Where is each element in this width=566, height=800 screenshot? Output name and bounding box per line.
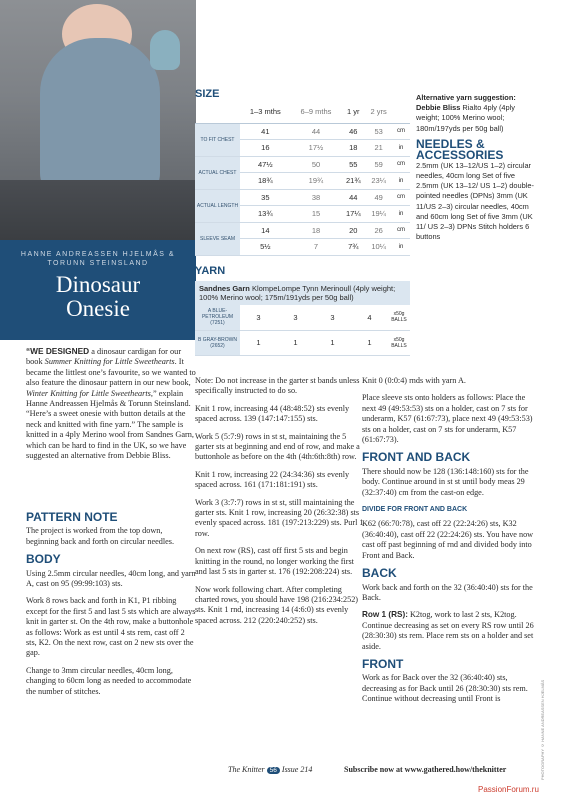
column-2 bbox=[195, 376, 365, 633]
front-heading: FRONT bbox=[362, 656, 404, 671]
size-cell: 18 bbox=[341, 140, 365, 157]
size-row bbox=[195, 222, 410, 239]
size-cell: 44 bbox=[341, 189, 365, 206]
page-footer bbox=[0, 764, 566, 780]
size-unit: cm bbox=[392, 156, 410, 173]
size-header-1: 1–3 mths bbox=[240, 101, 291, 123]
yarn-table bbox=[195, 305, 410, 356]
size-row-label: ACTUAL LENGTH bbox=[195, 189, 240, 222]
intro-text-1: a dinosaur cardigan for our book bbox=[26, 347, 182, 367]
title-block bbox=[0, 240, 196, 340]
intro-text-3: ,” explain Hanne Andreassen Hjelmås & Torunn Steinsland. “Here’s a sweet onesie with button details at the neck and knitted with fine yarn.” The sample is knitted in a 4ply Merino wool from Sandnes Garn, which can be hard to find in the UK, so we have suggested an alternative from Debbie Bliss. bbox=[26, 388, 194, 461]
divide-heading: DIVIDE FOR FRONT AND BACK bbox=[362, 506, 468, 514]
col3-paragraph-1: Knit 0 (0:0:4) rnds with yarn A. bbox=[362, 376, 466, 385]
column-1 bbox=[26, 512, 196, 704]
size-cell: 17½ bbox=[291, 140, 342, 157]
size-row bbox=[195, 123, 410, 140]
size-cell: 20 bbox=[341, 222, 365, 239]
photo-onesie bbox=[40, 38, 160, 203]
materials-sidebar bbox=[416, 93, 538, 242]
size-cell: 49 bbox=[365, 189, 392, 206]
pattern-note-text: The project is worked from the top down, beginning back and forth on circular needles. bbox=[26, 526, 175, 546]
size-cell: 18¾ bbox=[240, 173, 291, 190]
size-header-blank bbox=[195, 101, 240, 123]
size-row-label: TO FIT CHEST bbox=[195, 123, 240, 156]
yarn-cell: 1 bbox=[314, 330, 351, 355]
size-cell: 17¼ bbox=[341, 206, 365, 223]
size-cell: 53 bbox=[365, 123, 392, 140]
size-unit: cm bbox=[392, 189, 410, 206]
title-line-1: Dinosaur bbox=[55, 272, 141, 297]
alt-yarn-text bbox=[416, 103, 538, 134]
body-paragraph-1: Using 2.5mm circular needles, 40cm long, and yarn A, cast on 95 (99:99:103) sts. bbox=[26, 568, 196, 589]
footer-magazine bbox=[228, 765, 312, 774]
row1-paragraph bbox=[362, 610, 534, 652]
size-unit: in bbox=[392, 239, 410, 256]
size-header-unit bbox=[392, 101, 410, 123]
yarn-cell: 3 bbox=[240, 305, 277, 330]
baby-photo bbox=[0, 0, 196, 240]
col2-paragraph-6: On next row (RS), cast off first 5 sts and begin knitting in the round, no longer working the first and last 5 sts in garter st. 176 (192:208:224) sts. bbox=[195, 546, 354, 577]
size-cell: 23¼ bbox=[365, 173, 392, 190]
divide-text: K62 (66:70:78), cast off 22 (22:24:26) sts, K32 (36:40:40), cast off 22 (22:24:26) sts. You have now cast off past beginning of rnd and divided body into Front and Back. bbox=[362, 519, 534, 560]
size-table bbox=[195, 101, 410, 256]
size-cell: 46 bbox=[341, 123, 365, 140]
row1-text: K2tog, work to last 2 sts, K2tog. Continue decreasing as set on every RS row until 26 (28:30:30) sts rem. Place rem sts on a holder and set aside. bbox=[362, 610, 534, 651]
watermark: PassionForum.ru bbox=[478, 785, 539, 794]
size-unit: in bbox=[392, 206, 410, 223]
photo-credit: PHOTOGRAPHY © HANNE ANDREASSEN HJELMÅS bbox=[540, 679, 545, 780]
size-cell: 14 bbox=[240, 222, 291, 239]
size-row-label: SLEEVE SEAM bbox=[195, 222, 240, 255]
yarn-desc: KlompeLompe Tynn Merinoull (4ply weight; 100% Merino wool; 175m/191yds per 50g ball) bbox=[199, 284, 396, 302]
size-unit: cm bbox=[392, 222, 410, 239]
page-title bbox=[0, 273, 196, 321]
front-and-back-text: There should now be 128 (136:148:160) sts for the body. Continue around in st st until body meas 29 (32:37:40) cm from the cast-on edge. bbox=[362, 466, 529, 497]
size-row-label: ACTUAL CHEST bbox=[195, 156, 240, 189]
footer-issue: Issue 214 bbox=[281, 765, 313, 774]
col2-paragraph-4: Knit 1 row, increasing 22 (24:34:36) sts evenly spaced across. 161 (171:181:191) sts. bbox=[195, 469, 350, 490]
yarn-heading: YARN bbox=[195, 265, 226, 277]
size-cell: 5½ bbox=[240, 239, 291, 256]
alt-yarn-heading: Alternative yarn suggestion: bbox=[416, 93, 516, 102]
front-text: Work as for Back over the 32 (36:40:40) sts, decreasing as for Back until 26 (28:30:30) sts rem. Continue without decreasing until Front is bbox=[362, 673, 528, 704]
size-cell: 47½ bbox=[240, 156, 291, 173]
size-cell: 15 bbox=[291, 206, 342, 223]
yarn-row-label: B GRAY-BROWN (2652) bbox=[195, 330, 240, 355]
footer-page-number: 56 bbox=[267, 767, 280, 774]
back-heading: BACK bbox=[362, 566, 397, 581]
alt-yarn-desc: Rialto 4ply (4ply weight; 100% Merino wool; 180m/197yds per 50g ball) bbox=[416, 103, 515, 133]
size-cell: 13¾ bbox=[240, 206, 291, 223]
size-cell: 55 bbox=[341, 156, 365, 173]
intro-text bbox=[26, 346, 196, 461]
yarn-unit: x50g BALLS bbox=[388, 305, 410, 330]
yarn-cell: 1 bbox=[277, 330, 314, 355]
yarn-row-label: A BLUE-PETROLEUM (7251) bbox=[195, 305, 240, 330]
yarn-cell: 1 bbox=[240, 330, 277, 355]
size-cell: 7¾ bbox=[341, 239, 365, 256]
column-3 bbox=[362, 376, 534, 712]
photo-dinosaur-toy bbox=[150, 30, 180, 70]
size-cell: 21¾ bbox=[341, 173, 365, 190]
size-cell: 44 bbox=[291, 123, 342, 140]
size-row bbox=[195, 156, 410, 173]
size-unit: cm bbox=[392, 123, 410, 140]
size-cell: 19¾ bbox=[291, 173, 342, 190]
col2-paragraph-3: Work 5 (5:7:9) rows in st st, maintaining the 5 garter sts at beginning and end of row, and make a buttonhole as before on the 4th (4th:6th:8th) row. bbox=[195, 431, 360, 462]
size-cell: 26 bbox=[365, 222, 392, 239]
needles-text: 2.5mm (UK 13–12/US 1–2) circular needles, 40cm long Set of five 2.5mm (UK 13–12/ US 1–2) double-pointed needles (DPNs) 3mm (UK 11/US 2–3) circular needles, 40cm and 60cm long Set of five 3mm (UK 11/ US 2–3) DPNs Stitch holders 6 buttons bbox=[416, 160, 534, 242]
size-unit: in bbox=[392, 173, 410, 190]
yarn-row bbox=[195, 305, 410, 330]
alt-yarn-brand: Debbie Bliss bbox=[416, 103, 461, 113]
yarn-brand: Sandnes Garn bbox=[199, 284, 250, 293]
size-header-2: 6–9 mths bbox=[291, 101, 342, 123]
body-paragraph-2: Work 8 rows back and forth in K1, P1 ribbing except for the first 5 and last 5 sts which are always knit in garter st. On the 4th row, make a buttonhole as follows: Work as est until 4 sts rem, cast off 2 sts, K2. On the next row, cast on 2 new sts over the gap. bbox=[26, 596, 196, 658]
needles-heading-line-1: NEEDLES & bbox=[416, 136, 485, 151]
body-paragraph-3: Change to 3mm circular needles, 40cm long, changing to 60cm long as needed to accommodate the number of stitches. bbox=[26, 665, 192, 696]
photo-fur-rug bbox=[0, 180, 196, 240]
yarn-description bbox=[195, 281, 410, 305]
body-heading: BODY bbox=[26, 552, 61, 567]
col2-paragraph-5: Work 3 (3:7:7) rows in st st, still maintaining the garter sts. Knit 1 row, increasing 20 (26:32:38) sts evenly spaced across. 181 (197:213:229) sts. Purl 1 row. bbox=[195, 497, 364, 538]
size-cell: 10¼ bbox=[365, 239, 392, 256]
size-heading: SIZE bbox=[195, 88, 220, 100]
size-header-3: 1 yr bbox=[341, 101, 365, 123]
pattern-note-heading: PATTERN NOTE bbox=[26, 510, 118, 524]
col3-paragraph-2: Place sleeve sts onto holders as follows: Place the next 49 (49:53:53) sts on a holder, cast on 7 sts for underarm, K57 (61:67:73), place next 49 (49:53:53) sts on a holder, cast on 7 sts for underarm, K57 (61:67:73). bbox=[362, 393, 533, 445]
size-row bbox=[195, 189, 410, 206]
size-cell: 18 bbox=[291, 222, 342, 239]
size-cell: 7 bbox=[291, 239, 342, 256]
row1-lead: Row 1 (RS): bbox=[362, 610, 408, 620]
yarn-cell: 4 bbox=[351, 305, 388, 330]
title-line-2: Onesie bbox=[66, 296, 130, 321]
intro-book-2: Winter Knitting for Little Sweethearts bbox=[26, 388, 151, 398]
col2-paragraph-7: Now work following chart. After completing charted rows, you should have 198 (216:234:252) sts. Knit 1 rnd, increasing 14 (4:6:0) sts evenly spaced across. 212 (220:240:252) sts. bbox=[195, 584, 359, 625]
size-cell: 50 bbox=[291, 156, 342, 173]
size-cell: 16 bbox=[240, 140, 291, 157]
intro-lead: “WE DESIGNED bbox=[26, 346, 90, 356]
size-unit: in bbox=[392, 140, 410, 157]
size-cell: 35 bbox=[240, 189, 291, 206]
footer-magazine-name: The Knitter bbox=[228, 765, 265, 774]
size-cell: 19¼ bbox=[365, 206, 392, 223]
front-and-back-heading: FRONT AND BACK bbox=[362, 450, 471, 465]
needles-heading-line-2: ACCESSORIES bbox=[416, 147, 504, 162]
yarn-cell: 3 bbox=[314, 305, 351, 330]
size-cell: 59 bbox=[365, 156, 392, 173]
col2-paragraph-1: Note: Do not increase in the garter st bands unless specifically instructed to do so. bbox=[195, 376, 360, 396]
yarn-row bbox=[195, 330, 410, 355]
authors: HANNE ANDREASSEN HJELMÅS & TORUNN STEINSLAND bbox=[20, 251, 176, 267]
size-cell: 41 bbox=[240, 123, 291, 140]
intro-book-1: Summer Knitting for Little Sweethearts bbox=[44, 357, 175, 367]
size-cell: 38 bbox=[291, 189, 342, 206]
back-text: Work back and forth on the 32 (36:40:40) sts for the Back. bbox=[362, 582, 533, 602]
yarn-unit: x50g BALLS bbox=[388, 330, 410, 355]
size-header-row bbox=[195, 101, 410, 123]
yarn-cell: 3 bbox=[277, 305, 314, 330]
yarn-cell: 1 bbox=[351, 330, 388, 355]
col2-paragraph-2: Knit 1 row, increasing 44 (48:48:52) sts evenly spaced across. 139 (147:147:155) sts. bbox=[195, 403, 350, 424]
size-header-4: 2 yrs bbox=[365, 101, 392, 123]
needles-heading bbox=[416, 136, 538, 162]
intro-text-2: . It became the littlest one’s favourite, so we wanted to also feature the dinosaur pattern in our new book, bbox=[26, 357, 196, 388]
footer-subscribe-link[interactable]: Subscribe now at www.gathered.how/theknitter bbox=[344, 765, 507, 774]
size-cell: 21 bbox=[365, 140, 392, 157]
